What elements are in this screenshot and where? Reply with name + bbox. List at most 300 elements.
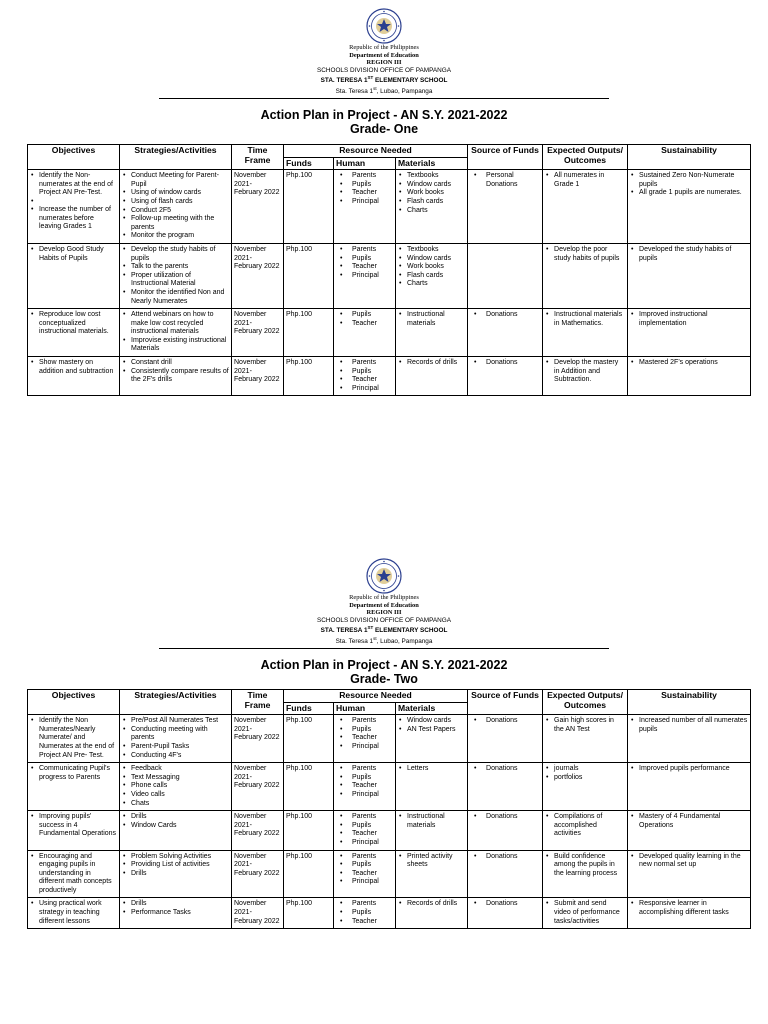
list-item: • Mastery of 4 Fundamental Operations (630, 813, 748, 830)
list-item: • All grade 1 pupils are numerates. (630, 189, 748, 198)
cell-funds: Php.100 (284, 309, 334, 357)
list-item: • Develop the mastery in Addition and Subtraction. (545, 359, 625, 385)
list-item: • Pupils (336, 909, 393, 918)
plan-grade: Grade- Two (350, 671, 418, 686)
list-item: • Records of drills (398, 359, 465, 368)
action-plan-grade-two (0, 558, 768, 925)
cell-objectives-list (30, 359, 117, 376)
cell-strategies-list (122, 172, 229, 241)
header-time-frame: Time Frame (232, 690, 284, 715)
table-row (28, 763, 751, 811)
cell-human-list (336, 813, 393, 847)
list-item: • Video calls (122, 791, 229, 800)
table-row (28, 309, 751, 357)
cell-expected-outcomes (543, 850, 628, 898)
cell-expected-outcomes-list (545, 246, 625, 263)
list-item: • Principal (336, 743, 393, 752)
list-item: • Instructional materials in Mathematics. (545, 311, 625, 328)
cell-expected-outcomes (543, 309, 628, 357)
list-item: • Work books (398, 263, 465, 272)
header-resource-needed: Resource Needed (284, 145, 468, 158)
letterhead (0, 8, 768, 99)
cell-human (334, 811, 396, 850)
cell-materials (396, 243, 468, 308)
list-item: • Teacher (336, 263, 393, 272)
list-item: • Encouraging and engaging pupils in understanding in different math concepts productively (30, 853, 117, 896)
list-item: • Using practical work strategy in teaching different lessons (30, 900, 117, 926)
cell-strategies (120, 170, 232, 244)
cell-objectives-list (30, 853, 117, 896)
cell-funds: Php.100 (284, 763, 334, 811)
list-item: • Build confidence among the pupils in the learning process (545, 853, 625, 879)
list-item: • Reproduce low cost conceptualized instructional materials. (30, 311, 117, 337)
school-name-line: STA. TERESA 1ST ELEMENTARY SCHOOL (320, 75, 448, 85)
address-line: Sta. Teresa 1st, Lubao, Pampanga (335, 86, 433, 96)
cell-human (334, 763, 396, 811)
list-item: • Parent-Pupil Tasks (122, 743, 229, 752)
list-item: • Improvise existing instructional Materials (122, 337, 229, 354)
header-strategies: Strategies/Activities (120, 145, 232, 170)
division-line: SCHOOLS DIVISION OFFICE OF PAMPANGA (317, 616, 451, 624)
cell-sustainability-list (630, 359, 748, 368)
list-item: • Work books (398, 189, 465, 198)
cell-source-of-funds (468, 243, 543, 308)
cell-funds: Php.100 (284, 811, 334, 850)
cell-source-of-funds-list (470, 172, 540, 189)
cell-sustainability-list (630, 900, 748, 917)
cell-materials-list (398, 853, 465, 870)
cell-funds: Php.100 (284, 715, 334, 763)
list-item: • Window Cards (122, 822, 229, 831)
cell-sustainability-list (630, 813, 748, 830)
cell-source-of-funds (468, 811, 543, 850)
cell-objectives-list (30, 717, 117, 760)
list-item: • Conducting meeting with parents (122, 726, 229, 743)
cell-strategies (120, 309, 232, 357)
cell-source-of-funds-list (470, 853, 540, 862)
cell-objectives-list (30, 813, 117, 839)
cell-objectives (28, 357, 120, 396)
cell-objectives-list (30, 900, 117, 926)
cell-source-of-funds-list (470, 717, 540, 726)
cell-human-list (336, 853, 393, 887)
header-human: Human (334, 157, 396, 170)
cell-strategies (120, 898, 232, 929)
cell-sustainability (628, 309, 751, 357)
list-item: • Parents (336, 246, 393, 255)
school-name-line: STA. TERESA 1ST ELEMENTARY SCHOOL (320, 625, 448, 635)
list-item: • Developed quality learning in the new normal set up (630, 853, 748, 870)
cell-expected-outcomes (543, 763, 628, 811)
list-item: • Pupils (336, 311, 393, 320)
list-item: • Problem Solving Activities (122, 853, 229, 862)
cell-materials-list (398, 172, 465, 215)
cell-materials-list (398, 717, 465, 734)
header-strategies: Strategies/Activities (120, 690, 232, 715)
cell-expected-outcomes-list (545, 765, 625, 782)
cell-human-list (336, 717, 393, 751)
cell-objectives (28, 763, 120, 811)
header-objectives: Objectives (28, 690, 120, 715)
cell-funds: Php.100 (284, 850, 334, 898)
list-item: • All numerates in Grade 1 (545, 172, 625, 189)
cell-expected-outcomes (543, 170, 628, 244)
list-item: • Donations (470, 900, 540, 909)
header-source-of-funds: Source of Funds (468, 690, 543, 715)
table-row (28, 850, 751, 898)
list-item: • Principal (336, 791, 393, 800)
list-item: • Conduct Meeting for Parent-Pupil (122, 172, 229, 189)
cell-materials (396, 763, 468, 811)
cell-objectives (28, 850, 120, 898)
list-item: • Teacher (336, 782, 393, 791)
list-item: • Teacher (336, 734, 393, 743)
list-item: • Parents (336, 900, 393, 909)
cell-strategies (120, 715, 232, 763)
list-item: • Teacher (336, 376, 393, 385)
region-line: REGION III (366, 609, 402, 617)
cell-human (334, 357, 396, 396)
list-item: • Window cards (398, 717, 465, 726)
cell-funds: Php.100 (284, 170, 334, 244)
header-funds: Funds (284, 702, 334, 715)
list-item: • Monitor the identified Non and Nearly Numerates (122, 289, 229, 306)
cell-expected-outcomes-list (545, 900, 625, 926)
list-item: • Teacher (336, 189, 393, 198)
cell-expected-outcomes-list (545, 359, 625, 385)
list-item: • Mastered 2F's operations (630, 359, 748, 368)
table-row (28, 357, 751, 396)
list-item: • AN Test Papers (398, 726, 465, 735)
cell-sustainability (628, 357, 751, 396)
list-item: • Identify the Non-numerates at the end of Project AN Pre-Test. (30, 172, 117, 198)
list-item: • Parents (336, 765, 393, 774)
list-item: • Phone calls (122, 782, 229, 791)
cell-materials-list (398, 900, 465, 909)
department-line: Department of Education (349, 51, 419, 59)
header-expected-outcomes: Expected Outputs/ Outcomes (543, 145, 628, 170)
header-objectives: Objectives (28, 145, 120, 170)
list-item: • Increased number of all numerates pupils (630, 717, 748, 734)
list-item: • Flash cards (398, 198, 465, 207)
list-item: • Identify the Non Numerates/Nearly Numerate/ and Numerates at the end of Project AN Pre- Test. (30, 717, 117, 760)
list-item: • Text Messaging (122, 774, 229, 783)
cell-source-of-funds-list (470, 359, 540, 368)
cell-materials-list (398, 311, 465, 328)
list-item: • Pre/Post All Numerates Test (122, 717, 229, 726)
list-item: • Developed the study habits of pupils (630, 246, 748, 263)
cell-source-of-funds (468, 763, 543, 811)
cell-sustainability (628, 170, 751, 244)
list-item: • Develop the study habits of pupils (122, 246, 229, 263)
list-item: • portfolios (545, 774, 625, 783)
header-expected-outcomes: Expected Outputs/ Outcomes (543, 690, 628, 715)
cell-objectives (28, 170, 120, 244)
cell-expected-outcomes (543, 715, 628, 763)
cell-source-of-funds (468, 850, 543, 898)
cell-source-of-funds-list (470, 765, 540, 774)
cell-objectives (28, 715, 120, 763)
cell-strategies-list (122, 813, 229, 830)
cell-human (334, 715, 396, 763)
header-sustainability: Sustainability (628, 690, 751, 715)
list-item: • Pupils (336, 822, 393, 831)
cell-source-of-funds-list (470, 900, 540, 909)
cell-funds: Php.100 (284, 357, 334, 396)
list-item: • Consistently compare results of the 2F's drills (122, 368, 229, 385)
list-item: • Constant drill (122, 359, 229, 368)
list-item: • Charts (398, 280, 465, 289)
cell-sustainability-list (630, 172, 748, 198)
cell-sustainability-list (630, 717, 748, 734)
cell-human-list (336, 246, 393, 280)
cell-expected-outcomes (543, 898, 628, 929)
list-item: • Communicating Pupil's progress to Parents (30, 765, 117, 782)
cell-materials-list (398, 813, 465, 830)
cell-strategies-list (122, 717, 229, 760)
cell-time-frame: November 2021- February 2022 (232, 811, 284, 850)
list-item: • Develop Good Study Habits of Pupils (30, 246, 117, 263)
list-item: • Pupils (336, 726, 393, 735)
list-item: • Window cards (398, 255, 465, 264)
list-item: • Follow-up meeting with the parents (122, 215, 229, 232)
cell-materials (396, 170, 468, 244)
list-item: • Pupils (336, 255, 393, 264)
list-item: • Proper utilization of Instructional Material (122, 272, 229, 289)
division-line: SCHOOLS DIVISION OFFICE OF PAMPANGA (317, 66, 451, 74)
cell-strategies-list (122, 853, 229, 879)
cell-materials-list (398, 246, 465, 289)
cell-expected-outcomes-list (545, 311, 625, 328)
list-item: • Principal (336, 198, 393, 207)
list-item: • Donations (470, 359, 540, 368)
list-item: • Improved pupils performance (630, 765, 748, 774)
cell-human-list (336, 765, 393, 799)
list-item: • Parents (336, 717, 393, 726)
cell-source-of-funds (468, 715, 543, 763)
list-item: • Performance Tasks (122, 909, 229, 918)
cell-strategies (120, 243, 232, 308)
republic-line: Republic of the Philippines (349, 594, 419, 601)
cell-strategies-list (122, 765, 229, 808)
cell-objectives-list (30, 246, 117, 263)
cell-time-frame: November 2021- February 2022 (232, 850, 284, 898)
list-item: • Conducting 4F's (122, 752, 229, 761)
cell-human-list (336, 900, 393, 926)
list-item: • Donations (470, 765, 540, 774)
cell-expected-outcomes-list (545, 813, 625, 839)
header-human: Human (334, 702, 396, 715)
cell-materials (396, 309, 468, 357)
cell-time-frame: November 2021- February 2022 (232, 170, 284, 244)
cell-materials (396, 715, 468, 763)
list-item: • Improved instructional implementation (630, 311, 748, 328)
cell-expected-outcomes-list (545, 717, 625, 734)
plan-title: Action Plan in Project - AN S.Y. 2021-2022 (260, 107, 508, 122)
cell-source-of-funds (468, 898, 543, 929)
list-item: • Conduct 2F5 (122, 207, 229, 216)
list-item: • Monitor the program (122, 232, 229, 241)
list-item: • Principal (336, 839, 393, 848)
cell-source-of-funds (468, 309, 543, 357)
list-item: • Chats (122, 800, 229, 809)
cell-objectives (28, 243, 120, 308)
letterhead-divider (159, 98, 609, 99)
list-item: • Submit and send video of performance tasks/activities (545, 900, 625, 926)
cell-sustainability (628, 715, 751, 763)
cell-sustainability-list (630, 246, 748, 263)
cell-expected-outcomes (543, 243, 628, 308)
list-spacer (30, 198, 117, 206)
list-item: • Textbooks (398, 172, 465, 181)
list-item: • Drills (122, 900, 229, 909)
cell-human-list (336, 172, 393, 206)
list-item: • Printed activity sheets (398, 853, 465, 870)
list-item: • Show mastery on addition and subtraction (30, 359, 117, 376)
plan-title: Action Plan in Project - AN S.Y. 2021-2022 (260, 657, 508, 672)
list-item: • Pupils (336, 774, 393, 783)
cell-strategies-list (122, 900, 229, 917)
list-item: • Pupils (336, 368, 393, 377)
list-item: • Donations (470, 717, 540, 726)
cell-expected-outcomes (543, 357, 628, 396)
list-item: • Principal (336, 878, 393, 887)
cell-human (334, 243, 396, 308)
cell-time-frame: November 2021- February 2022 (232, 357, 284, 396)
cell-funds: Php.100 (284, 243, 334, 308)
list-item: • Using of flash cards (122, 198, 229, 207)
list-item: • Compilations of accomplished activities (545, 813, 625, 839)
cell-source-of-funds (468, 170, 543, 244)
list-item: • Attend webinars on how to make low cost recycled instructional materials (122, 311, 229, 337)
cell-sustainability (628, 811, 751, 850)
list-item: • Responsive learner in accomplishing different tasks (630, 900, 748, 917)
list-item: • Teacher (336, 320, 393, 329)
cell-strategies-list (122, 359, 229, 385)
list-item: • Parents (336, 172, 393, 181)
deped-seal-icon (366, 558, 402, 594)
list-item: • Principal (336, 272, 393, 281)
list-item: • Pupils (336, 861, 393, 870)
list-item: • Principal (336, 385, 393, 394)
plan-grade: Grade- One (349, 121, 419, 136)
cell-source-of-funds-list (470, 813, 540, 822)
action-plan-table (27, 144, 751, 396)
list-item: • Drills (122, 813, 229, 822)
cell-sustainability (628, 243, 751, 308)
cell-materials (396, 811, 468, 850)
list-item: • Instructional materials (398, 813, 465, 830)
cell-materials-list (398, 359, 465, 368)
cell-human-list (336, 359, 393, 393)
header-time-frame: Time Frame (232, 145, 284, 170)
cell-human (334, 170, 396, 244)
cell-sustainability (628, 850, 751, 898)
region-line: REGION III (366, 59, 402, 67)
list-item: • Providing List of activities (122, 861, 229, 870)
cell-objectives (28, 898, 120, 929)
list-item: • Drills (122, 870, 229, 879)
cell-expected-outcomes-list (545, 172, 625, 189)
list-item: • Parents (336, 853, 393, 862)
list-item: • Parents (336, 813, 393, 822)
cell-strategies (120, 763, 232, 811)
cell-sustainability-list (630, 765, 748, 774)
cell-objectives (28, 309, 120, 357)
cell-sustainability (628, 898, 751, 929)
list-item: • Window cards (398, 181, 465, 190)
cell-objectives-list (30, 765, 117, 782)
action-plan-table (27, 689, 751, 929)
cell-sustainability-list (630, 311, 748, 328)
cell-strategies (120, 850, 232, 898)
list-item: • Parents (336, 359, 393, 368)
list-item: • Records of drills (398, 900, 465, 909)
action-plan-grade-one (0, 8, 768, 392)
table-row (28, 715, 751, 763)
header-source-of-funds: Source of Funds (468, 145, 543, 170)
cell-objectives-list (30, 311, 117, 337)
letterhead-divider (159, 648, 609, 649)
table-row (28, 170, 751, 244)
header-materials: Materials (396, 157, 468, 170)
list-item: • Donations (470, 853, 540, 862)
table-row (28, 811, 751, 850)
deped-seal-icon (366, 8, 402, 44)
cell-time-frame: November 2021- February 2022 (232, 763, 284, 811)
list-item: • Donations (470, 813, 540, 822)
list-item: • Flash cards (398, 272, 465, 281)
cell-expected-outcomes-list (545, 853, 625, 879)
cell-objectives-list (30, 172, 117, 232)
list-item: • journals (545, 765, 625, 774)
list-item: • Improving pupils' success in 4 Fundamental Operations (30, 813, 117, 839)
header-funds: Funds (284, 157, 334, 170)
cell-strategies-list (122, 246, 229, 306)
list-item: • Teacher (336, 830, 393, 839)
cell-human (334, 898, 396, 929)
header-materials: Materials (396, 702, 468, 715)
cell-materials-list (398, 765, 465, 774)
cell-time-frame: November 2021- February 2022 (232, 309, 284, 357)
cell-sustainability-list (630, 853, 748, 870)
cell-sustainability (628, 763, 751, 811)
list-item: • Letters (398, 765, 465, 774)
republic-line: Republic of the Philippines (349, 44, 419, 51)
header-sustainability: Sustainability (628, 145, 751, 170)
cell-materials (396, 898, 468, 929)
list-item: • Talk to the parents (122, 263, 229, 272)
table-row (28, 898, 751, 929)
cell-materials (396, 357, 468, 396)
list-item: • Feedback (122, 765, 229, 774)
cell-strategies (120, 811, 232, 850)
list-item: • Textbooks (398, 246, 465, 255)
cell-time-frame: November 2021- February 2022 (232, 243, 284, 308)
header-resource-needed: Resource Needed (284, 690, 468, 703)
list-item: • Sustained Zero Non-Numerate pupils (630, 172, 748, 189)
department-line: Department of Education (349, 601, 419, 609)
list-item: • Teacher (336, 870, 393, 879)
list-item: • Pupils (336, 181, 393, 190)
list-item: • Teacher (336, 918, 393, 927)
cell-human (334, 309, 396, 357)
cell-source-of-funds-list (470, 311, 540, 320)
cell-materials (396, 850, 468, 898)
cell-time-frame: November 2021- February 2022 (232, 898, 284, 929)
cell-source-of-funds (468, 357, 543, 396)
cell-time-frame: November 2021- February 2022 (232, 715, 284, 763)
